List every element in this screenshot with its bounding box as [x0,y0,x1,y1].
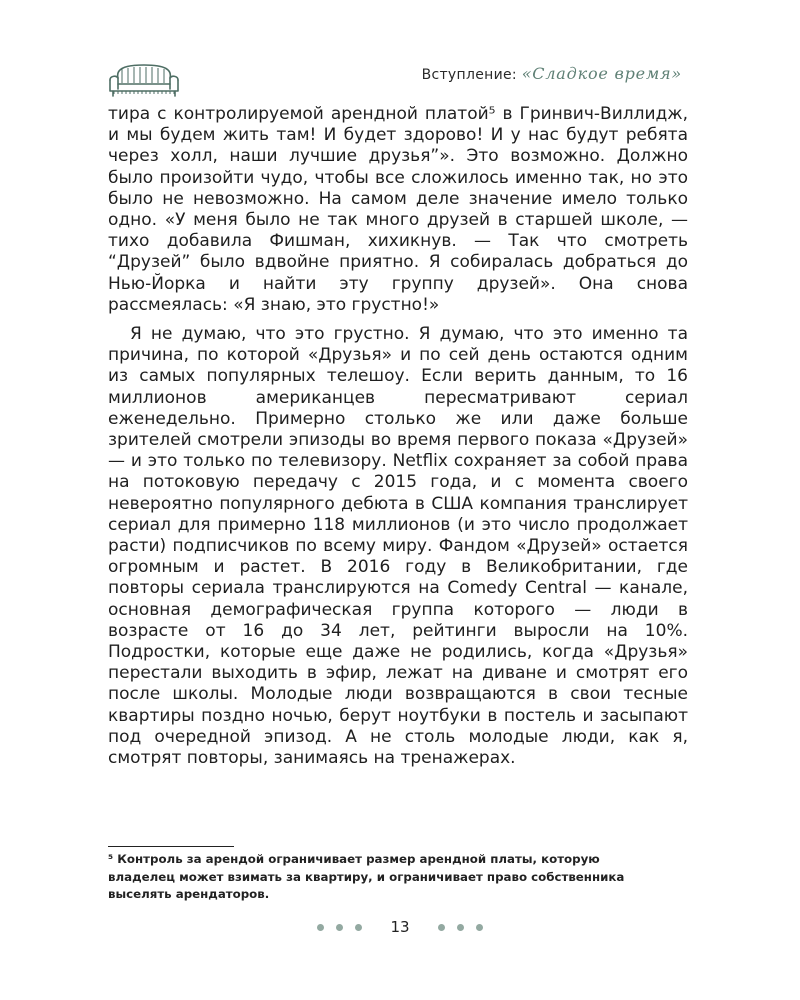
dot-ornament [317,924,324,931]
running-head [422,64,682,83]
footnote-rule [108,846,234,847]
dot-ornament [336,924,343,931]
page-number: 13 [390,918,410,936]
dot-ornament [438,924,445,931]
dot-ornament [355,924,362,931]
paragraph: Я не думаю, что это грустно. Я думаю, что это именно та причина, по которой «Друзья» и по сей день остаются одним из самых популярных телешоу. Если верить данным, то 16 миллионов американцев пересматривают сериал еженедельно. Примерно столько же или даже больше зрителей смотрели эпизоды во время первого показа «Друзей» — и это только по телевизору. Netflix сохраняет за собой права на потоковую передачу с 2015 года, и с момента своего невероятно популярного дебюта в США компания транслирует сериал для примерно 118 миллионов (и это число продолжает расти) подписчиков по всему миру. Фандом «Друзей» остается огромным и растет. В 2016 году в Великобритании, где повторы сериала транслируются на Comedy Central — канале, основная демографическая группа которого — люди в возрасте от 16 до 34 лет, рейтинги выросли на 10%. Подростки, которые еще даже не родились, когда «Друзья» перестали выходить в эфир, лежат на диване и смотрят его после школы. Молодые люди возвращаются в свои тесные квартиры поздно ночью, берут ноутбуки в постель и засыпают под очередной эпизод. А не столь молодые люди, как я, смотрят повторы, занимаясь на тренажерах. [108,324,688,769]
body-text [108,104,688,769]
page-footer [0,918,800,936]
chapter-title: «Сладкое время» [521,64,682,83]
section-label: Вступление: [421,67,517,83]
dot-ornament [457,924,464,931]
paragraph: тира с контролируемой арендной платой⁵ в Гринвич-Виллидж, и мы будем жить там! И будет здорово! И у нас будут ребята через холл, наши лучшие друзья”». Это возможно. Должно было произойти чудо, чтобы все сложилось именно так, но это было не невозможно. На самом деле значение имело только одно. «У меня было не так много друзей в старшей школе, — тихо добавила Фишман, хихикнув. — Так что смотреть “Друзей” было вдвойне приятно. Я собиралась добраться до Нью-Йорка и найти эту группу друзей». Она снова рассмеялась: «Я знаю, это грустно!» [108,104,688,315]
dot-ornament [476,924,483,931]
sofa-icon [104,58,184,102]
footnote: ⁵ Контроль за арендой ограничивает размер арендной платы, которую владелец может взимать за квартиру, и ограничивает право собственника выселять арендаторов. [108,852,625,901]
